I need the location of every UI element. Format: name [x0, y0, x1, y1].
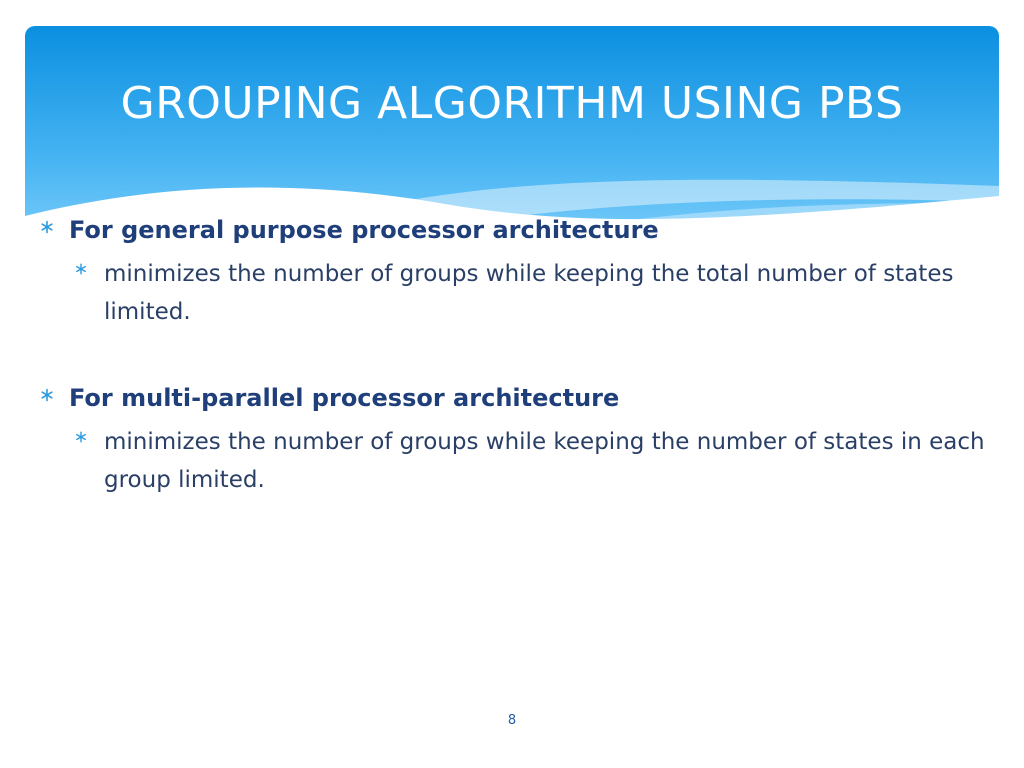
sub-bullet-text: minimizes the number of groups while keeping the number of states in each group limited.	[104, 429, 985, 493]
bullet-heading-1	[40, 213, 1000, 247]
slide-content	[40, 213, 1000, 499]
section-heading: For multi-parallel processor architecture	[69, 384, 620, 412]
asterisk-bullet-icon	[75, 431, 87, 443]
section-heading: For general purpose processor architecture	[69, 216, 659, 244]
bullet-heading-2	[40, 381, 1000, 415]
sub-bullet-1	[40, 255, 1000, 331]
asterisk-bullet-icon	[40, 220, 54, 234]
sub-bullet-text: minimizes the number of groups while keeping the total number of states limited.	[104, 261, 954, 325]
sub-bullet-2	[40, 423, 1000, 499]
asterisk-bullet-icon	[40, 388, 54, 402]
asterisk-bullet-icon	[75, 263, 87, 275]
slide-title: GROUPING ALGORITHM USING PBS	[120, 78, 904, 129]
page-number: 8	[507, 713, 517, 728]
